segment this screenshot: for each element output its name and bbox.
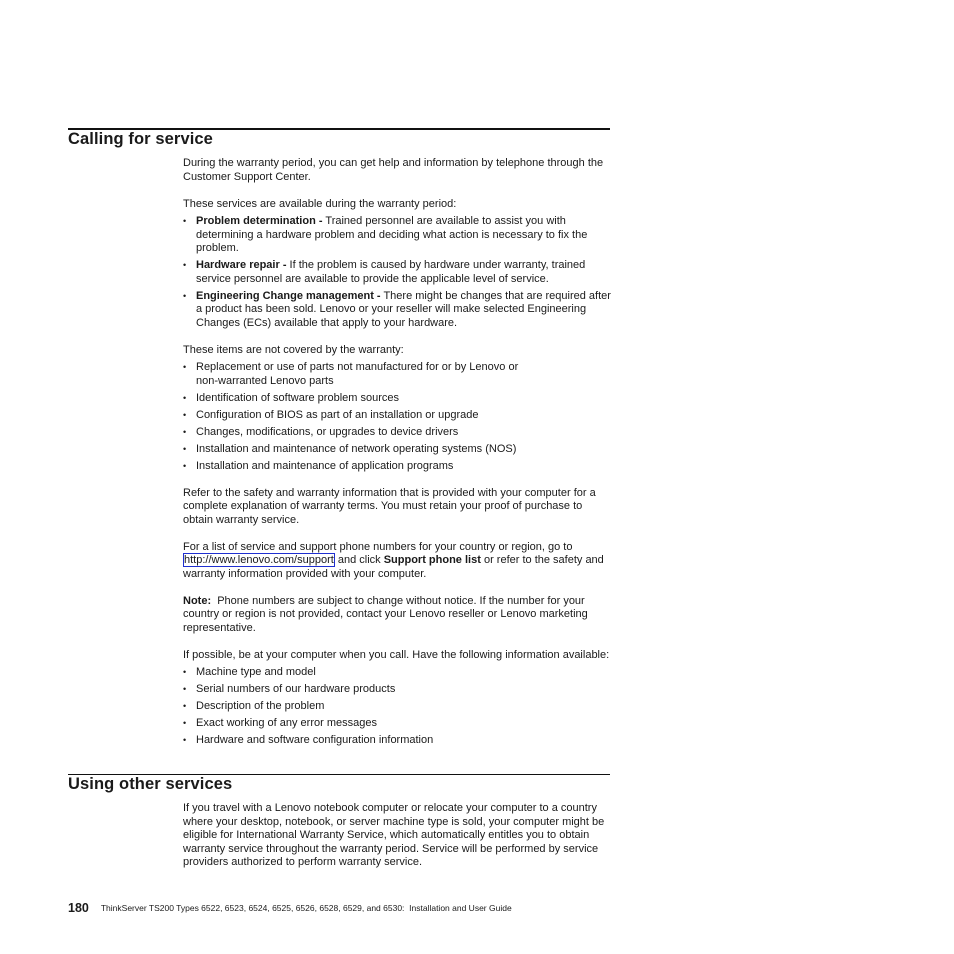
note-text: Phone numbers are subject to change without notice. If the number for your country or region is not provided, contact your Lenovo reseller or Lenovo marketing representative. <box>183 594 591 634</box>
term: Problem determination - <box>196 215 323 227</box>
intro-paragraph: During the warranty period, you can get help and information by telephone through the Customer Support Center. <box>183 157 604 183</box>
support-link[interactable]: http://www.lenovo.com/support <box>184 554 334 566</box>
document-title: ThinkServer TS200 Types 6522, 6523, 6524, 6525, 6526, 6528, 6529, and 6530: Installation and User Guide <box>100 903 512 913</box>
list-item <box>183 290 613 331</box>
body-paragraph: If you travel with a Lenovo notebook computer or relocate your computer to a country where your desktop, notebook, or server machine type is sold, your computer might be eligible for International Warranty Service, which automatically entitles you to obtain warranty service throughout the warranty period. Service will be performed by service providers authorized to perform warranty service. <box>183 802 605 868</box>
term: Hardware repair - <box>196 259 287 271</box>
services-intro: These services are available during the warranty period: <box>183 197 457 210</box>
page-number: 180 <box>68 901 89 915</box>
list-item: • Exact working of any error messages <box>183 717 613 731</box>
description: If the problem is caused by hardware under warranty, trained service personnel are available to provide the applicable level of service. <box>196 259 586 285</box>
list-item: • Configuration of BIOS as part of an installation or upgrade <box>183 409 613 423</box>
not-covered-list <box>183 361 613 473</box>
using-other-services-body <box>183 802 613 870</box>
list-item: • Description of the problem <box>183 700 613 714</box>
list-item: • Hardware and software configuration information <box>183 734 613 748</box>
section-heading-using-other-services: Using other services <box>68 775 233 793</box>
refer-paragraph: Refer to the safety and warranty information that is provided with your computer for a complete explanation of warranty terms. You must retain your proof of purchase to obtain warranty service. <box>183 486 596 526</box>
note-label: Note: <box>183 594 212 607</box>
list-item: • Serial numbers of our hardware products <box>183 683 613 697</box>
description: There might be changes that are required after a product has been sold. Lenovo or your reseller will make selected Engineering Changes (ECs) available that apply to your hardware. <box>196 289 611 329</box>
list-item: • Identification of software problem sources <box>183 392 613 406</box>
list-item <box>183 259 613 286</box>
list-item <box>183 215 613 256</box>
page-footer <box>68 901 512 915</box>
list-item: • Machine type and model <box>183 666 613 680</box>
text: For a list of service and support phone numbers for your country or region, go to <box>183 540 573 553</box>
note-paragraph <box>183 595 613 636</box>
calling-for-service-body <box>183 157 613 751</box>
services-list <box>183 215 613 330</box>
description: Trained personnel are available to assist you with determining a hardware problem and deciding what action is necessary to fix the problem. <box>196 215 588 254</box>
call-info-list <box>183 666 613 748</box>
text: and click <box>334 554 384 566</box>
term: Engineering Change management - <box>196 289 381 302</box>
list-item: • Installation and maintenance of network operating systems (NOS) <box>183 443 613 457</box>
section-heading-calling-for-service: Calling for service <box>68 130 213 148</box>
list-item: • Replacement or use of parts not manufactured for or by Lenovo or non-warranted Lenovo parts <box>183 361 613 388</box>
list-item: • Changes, modifications, or upgrades to device drivers <box>183 426 613 440</box>
list-item: • Installation and maintenance of application programs <box>183 460 613 474</box>
text: or refer to the safety and warranty information provided with your computer. <box>183 554 604 580</box>
support-paragraph <box>183 541 613 582</box>
not-covered-intro: These items are not covered by the warranty: <box>183 343 404 356</box>
call-intro: If possible, be at your computer when you call. Have the following information available: <box>183 648 610 661</box>
support-phone-list-label: Support phone list <box>383 554 481 566</box>
